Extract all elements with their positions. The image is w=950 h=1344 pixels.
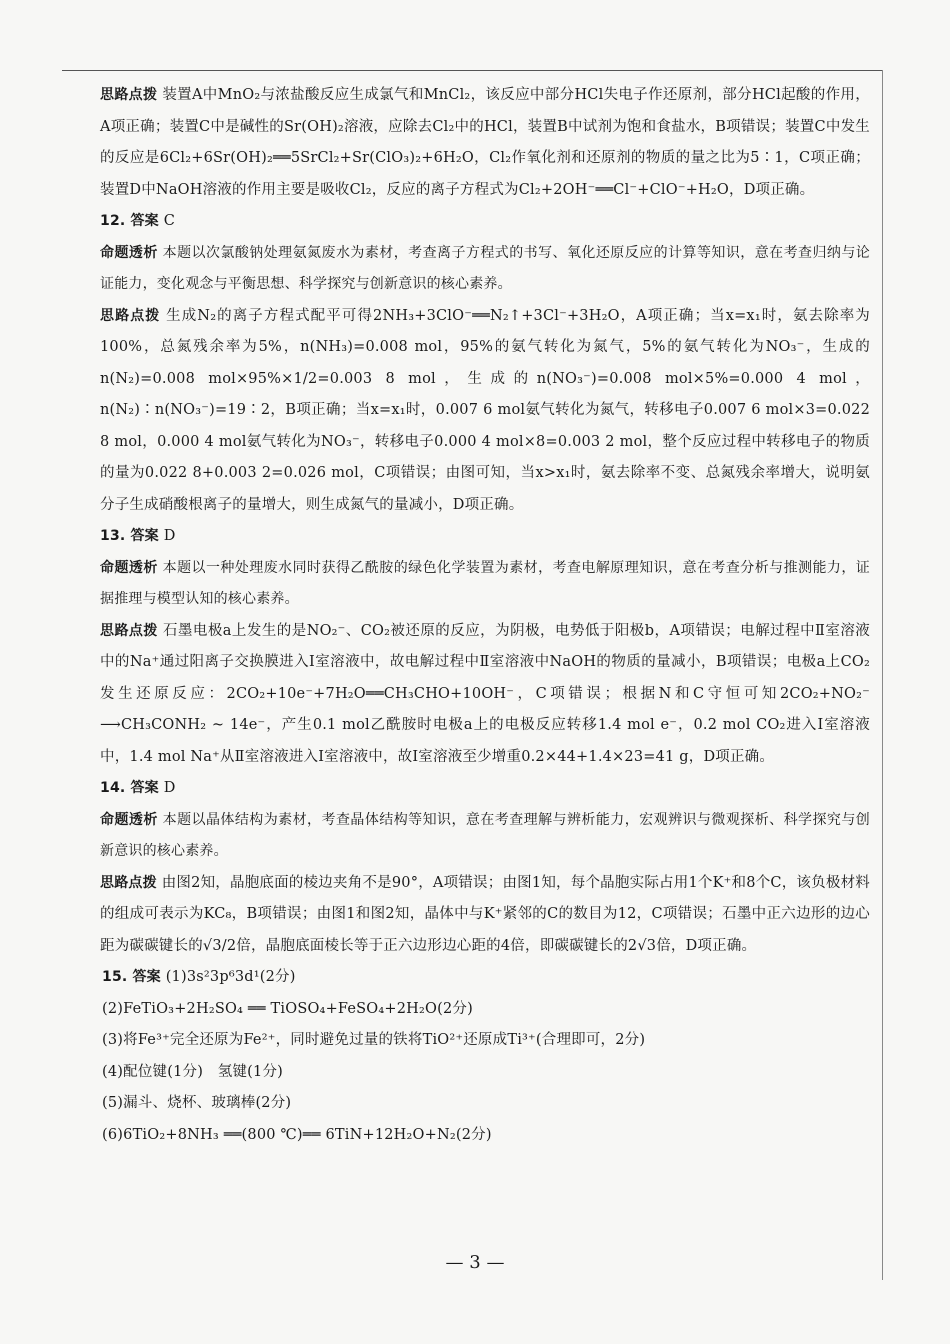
q15-header (102, 962, 870, 994)
question-number: 15. 答案 (102, 969, 161, 985)
approach-label: 思路点拨 (100, 307, 161, 324)
approach-label: 思路点拨 (100, 622, 158, 639)
q13-header (100, 521, 870, 553)
q13-intent (100, 553, 870, 616)
answer-letter: D (163, 780, 176, 796)
q15-answers (100, 962, 870, 1151)
intent-text: 本题以一种处理废水同时获得乙酰胺的绿色化学装置为素材，考查电解原理知识，意在考查分析与推测能力，证据推理与模型认知的核心素养。 (100, 559, 870, 607)
intent-label: 命题透析 (100, 811, 158, 828)
q12-header (100, 206, 870, 238)
question-number: 14. 答案 (100, 780, 159, 796)
approach-text: 生成N₂的离子方程式配平可得2NH₃+3ClO⁻══N₂↑+3Cl⁻+3H₂O，A项正确；当x=x₁时，氨去除率为100%，总氮残余率为5%，n(NH₃)=0.008 mol，95%的氨气转化为氮气，5%的氨气转化为NO₃⁻，生成的n(N₂)=0.008 mol×95%×1/2=0.003 8 mol，生成的n(NO₃⁻)=0.008 mol×5%=0.000 4 mol，n(N₂)∶n(NO₃⁻)=19∶2，B项正确；当x=x₁时，0.007 6 mol氨气转化为氮气，转移电子0.007 6 mol×3=0.022 8 mol，0.000 4 mol氨气转化为NO₃⁻，转移电子0.000 4 mol×8=0.003 2 mol，整个反应过程中转移电子的物质的量为0.022 8+0.003 2=0.026 mol，C项错误；由图可知，当x>x₁时，氨去除率不变、总氮残余率增大，说明氨分子生成硝酸根离子的量增大，则生成氮气的量减小，D项正确。 (100, 307, 870, 513)
q11-approach (100, 80, 870, 206)
approach-label: 思路点拨 (100, 87, 158, 103)
question-number: 12. 答案 (100, 213, 159, 229)
approach-text: 装置A中MnO₂与浓盐酸反应生成氯气和MnCl₂，该反应中部分HCl失电子作还原剂，部分HCl起酸的作用，A项正确；装置C中是碱性的Sr(OH)₂溶液，应除去Cl₂中的HCl，装置B中试剂为饱和食盐水，B项错误；装置C中发生的反应是6Cl₂+6Sr(OH)₂══5SrCl₂+Sr(ClO₃)₂+6H₂O，Cl₂作氧化剂和还原剂的物质的量之比为5∶1，C项正确；装置D中NaOH溶液的作用主要是吸收Cl₂，反应的离子方程式为Cl₂+2OH⁻══Cl⁻+ClO⁻+H₂O，D项正确。 (100, 87, 870, 198)
answer-item: (5)漏斗、烧杯、玻璃棒(2分) (102, 1095, 292, 1111)
top-rule (62, 70, 882, 71)
q13-approach (100, 616, 870, 774)
answer-letter: C (163, 213, 175, 229)
answer-item: (4)配位键(1分) 氢键(1分) (102, 1063, 284, 1080)
intent-text: 本题以次氯酸钠处理氨氮废水为素材，考查离子方程式的书写、氧化还原反应的计算等知识，意在考查归纳与论证能力，变化观念与平衡思想、科学探究与创新意识的核心素养。 (100, 244, 870, 292)
answer-letter: D (163, 528, 176, 544)
question-number: 13. 答案 (100, 528, 159, 544)
intent-label: 命题透析 (100, 559, 158, 576)
approach-text: 由图2知，晶胞底面的棱边夹角不是90°，A项错误；由图1知，每个晶胞实际占用1个K⁺和8个C，该负极材料的组成可表示为KC₈，B项错误；由图1和图2知，晶体中与K⁺紧邻的C的数目为12，C项错误；石墨中正六边形的边心距为碳碳键长的√3/2倍，晶胞底面棱长等于正六边形边心距的4倍，即碳碳键长的2√3倍，D项正确。 (100, 874, 870, 954)
q12-approach (100, 301, 870, 522)
intent-text: 本题以晶体结构为素材，考查晶体结构等知识，意在考查理解与辨析能力，宏观辨识与微观探析、科学探究与创新意识的核心素养。 (100, 811, 870, 859)
content (100, 80, 870, 1151)
page-number: — 3 — (445, 1252, 505, 1273)
answer-item: (6)6TiO₂+8NH₃ ══(800 ℃)══ 6TiN+12H₂O+N₂(2分) (102, 1126, 492, 1143)
intent-label: 命题透析 (100, 244, 158, 261)
approach-label: 思路点拨 (100, 874, 157, 891)
approach-text: 石墨电极a上发生的是NO₂⁻、CO₂被还原的反应，为阴极，电势低于阳极b，A项错误；电解过程中Ⅱ室溶液中的Na⁺通过阳离子交换膜进入Ⅰ室溶液中，故电解过程中Ⅱ室溶液中NaOH的物质的量减小，B项错误；电极a上CO₂发生还原反应：2CO₂+10e⁻+7H₂O══CH₃CHO+10OH⁻，C项错误；根据N和C守恒可知2CO₂+NO₂⁻ ⟶CH₃CONH₂ ~ 14e⁻，产生0.1 mol乙酰胺时电极a上的电极反应转移1.4 mol e⁻，0.2 mol CO₂进入Ⅰ室溶液中，1.4 mol Na⁺从Ⅱ室溶液进入Ⅰ室溶液中，故Ⅰ室溶液至少增重0.2×44+1.4×23=41 g，D项正确。 (100, 622, 870, 765)
answer-item: (1)3s²3p⁶3d¹(2分) (165, 969, 296, 985)
answer-item: (2)FeTiO₃+2H₂SO₄ ══ TiOSO₄+FeSO₄+2H₂O(2分) (102, 1000, 473, 1017)
q14-header (100, 773, 870, 805)
answer-item: (3)将Fe³⁺完全还原为Fe²⁺，同时避免过量的铁将TiO²⁺还原成Ti³⁺(合理即可，2分) (102, 1032, 646, 1048)
q14-intent (100, 805, 870, 868)
right-rule (882, 70, 883, 1280)
q12-intent (100, 238, 870, 301)
q14-approach (100, 868, 870, 963)
